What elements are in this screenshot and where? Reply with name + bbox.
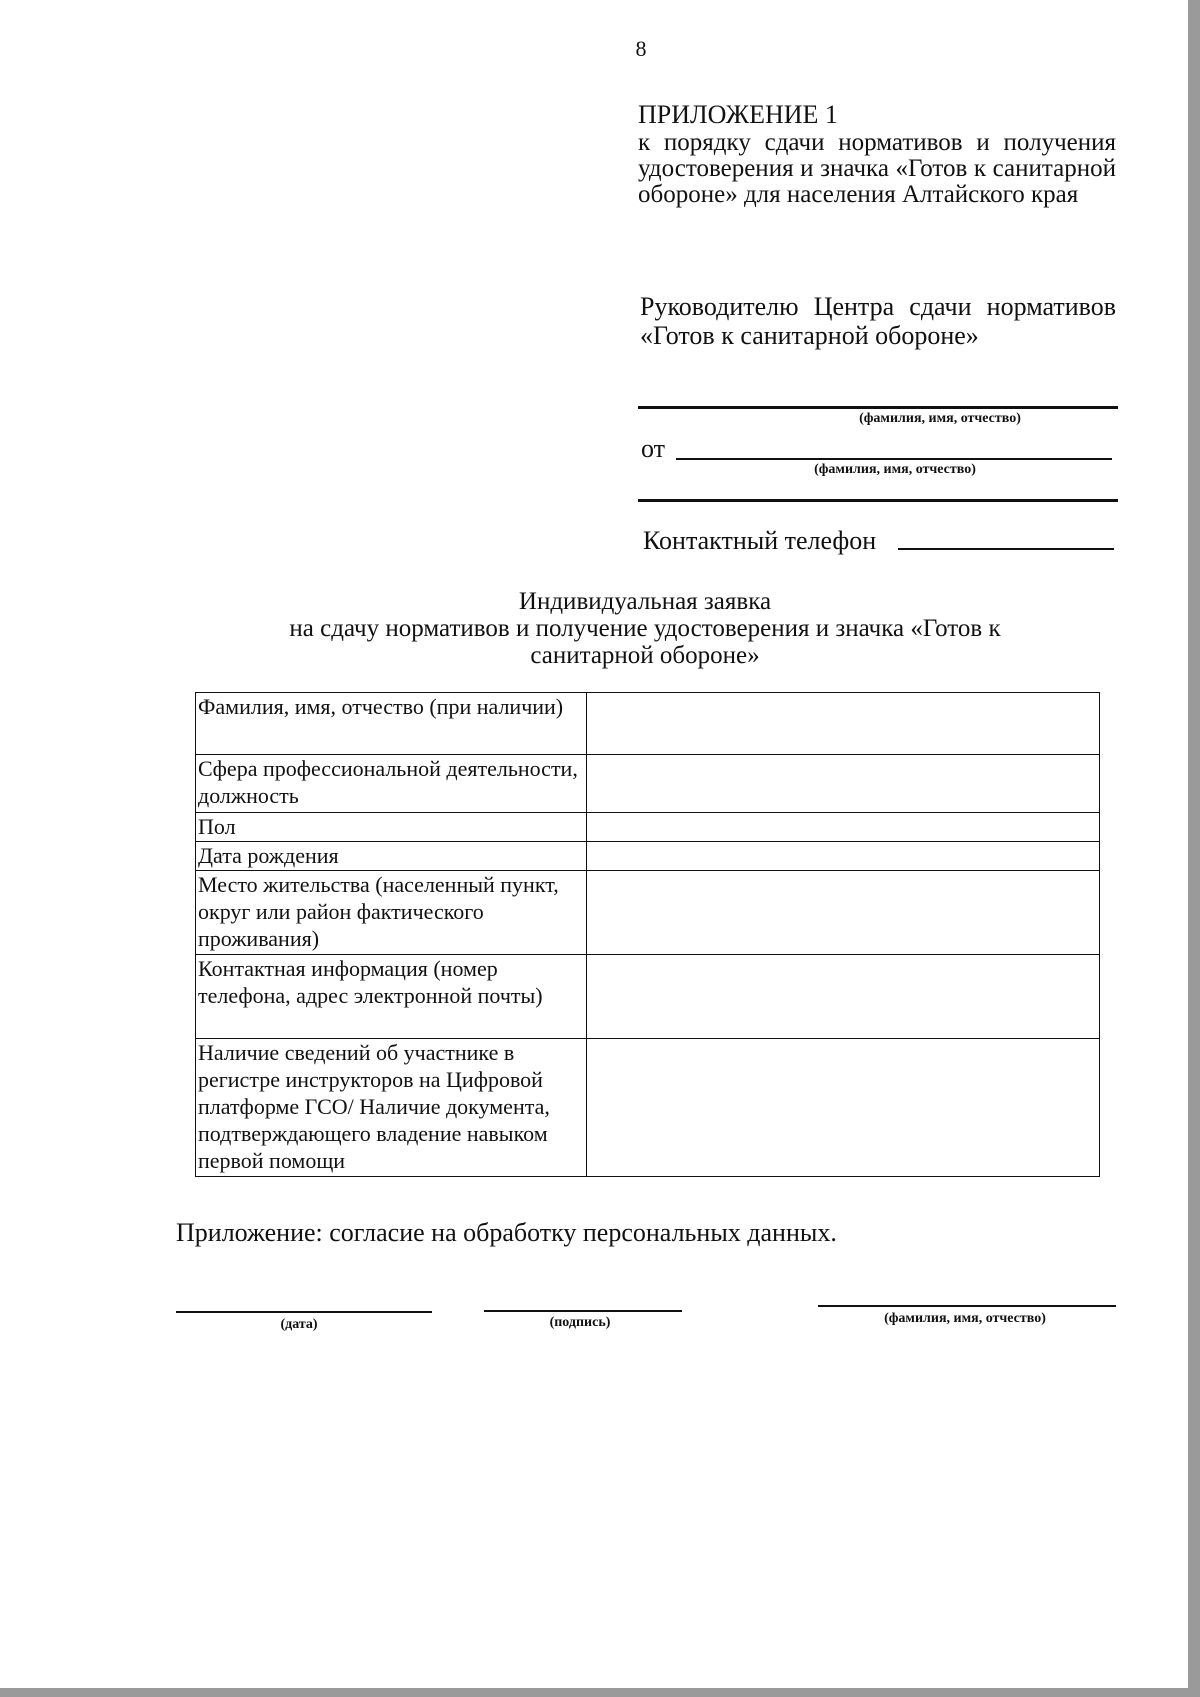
- row-label: Дата рождения: [196, 842, 587, 871]
- phone-line[interactable]: [898, 548, 1114, 550]
- row-value-cell[interactable]: [587, 871, 1100, 955]
- recipient-name-line[interactable]: [638, 406, 1118, 409]
- scan-edge-bottom: [0, 1688, 1200, 1697]
- sender-name-line[interactable]: [676, 458, 1112, 460]
- row-value-cell[interactable]: [587, 755, 1100, 813]
- row-value-cell[interactable]: [587, 955, 1100, 1039]
- table-row: [196, 813, 1100, 842]
- row-label: Пол: [196, 813, 587, 842]
- sender-name-caption: (фамилия, имя, отчество): [814, 462, 976, 477]
- application-form-table: [195, 692, 1100, 1177]
- sender-extra-line[interactable]: [638, 499, 1118, 502]
- row-label: Контактная информация (номер телефона, адрес электронной почты): [196, 955, 587, 1039]
- recipient-block: Руководителю Центра сдачи нормативов «Готов к санитарной обороне»: [640, 292, 1116, 350]
- table-row: [196, 755, 1100, 813]
- row-label: Сфера профессиональной деятельности, должность: [196, 755, 587, 813]
- row-value-cell[interactable]: [587, 1039, 1100, 1177]
- table-row: [196, 842, 1100, 871]
- row-label: Место жительства (населенный пункт, округ или район фактического проживания): [196, 871, 587, 955]
- application-title: [250, 588, 1040, 669]
- appendix-title: ПРИЛОЖЕНИЕ 1: [638, 100, 838, 129]
- date-line[interactable]: [176, 1311, 432, 1313]
- attachment-note: Приложение: согласие на обработку персональных данных.: [176, 1218, 837, 1247]
- page-number: 8: [635, 36, 647, 61]
- row-value-cell[interactable]: [587, 813, 1100, 842]
- application-title-line2: на сдачу нормативов и получение удостоверения и значка «Готов к санитарной обороне»: [289, 615, 1001, 669]
- sender-prefix: от: [641, 434, 666, 463]
- row-label: Фамилия, имя, отчество (при наличии): [196, 693, 587, 755]
- phone-label: Контактный телефон: [643, 526, 877, 555]
- recipient-name-caption: (фамилия, имя, отчество): [859, 411, 1021, 426]
- row-value-cell[interactable]: [587, 693, 1100, 755]
- row-label: Наличие сведений об участнике в регистре инструкторов на Цифровой платформе ГСО/ Наличие документа, подтверждающего владение навыком первой помощи: [196, 1039, 587, 1177]
- table-row: [196, 1039, 1100, 1177]
- row-value-cell[interactable]: [587, 842, 1100, 871]
- signature-caption: (подпись): [549, 1315, 611, 1330]
- application-title-line1: Индивидуальная заявка: [518, 588, 772, 615]
- signature-line[interactable]: [484, 1310, 682, 1312]
- appendix-subtitle: к порядку сдачи нормативов и получения удостоверения и значка «Готов к санитарной обороне» для населения Алтайского края: [638, 129, 1116, 208]
- scan-edge-right: [1188, 0, 1200, 1697]
- signer-name-line[interactable]: [818, 1305, 1116, 1307]
- appendix-header: [638, 100, 1116, 208]
- table-row: [196, 693, 1100, 755]
- date-caption: (дата): [280, 1317, 318, 1332]
- table-row: [196, 871, 1100, 955]
- signer-name-caption: (фамилия, имя, отчество): [884, 1311, 1046, 1326]
- table-row: [196, 955, 1100, 1039]
